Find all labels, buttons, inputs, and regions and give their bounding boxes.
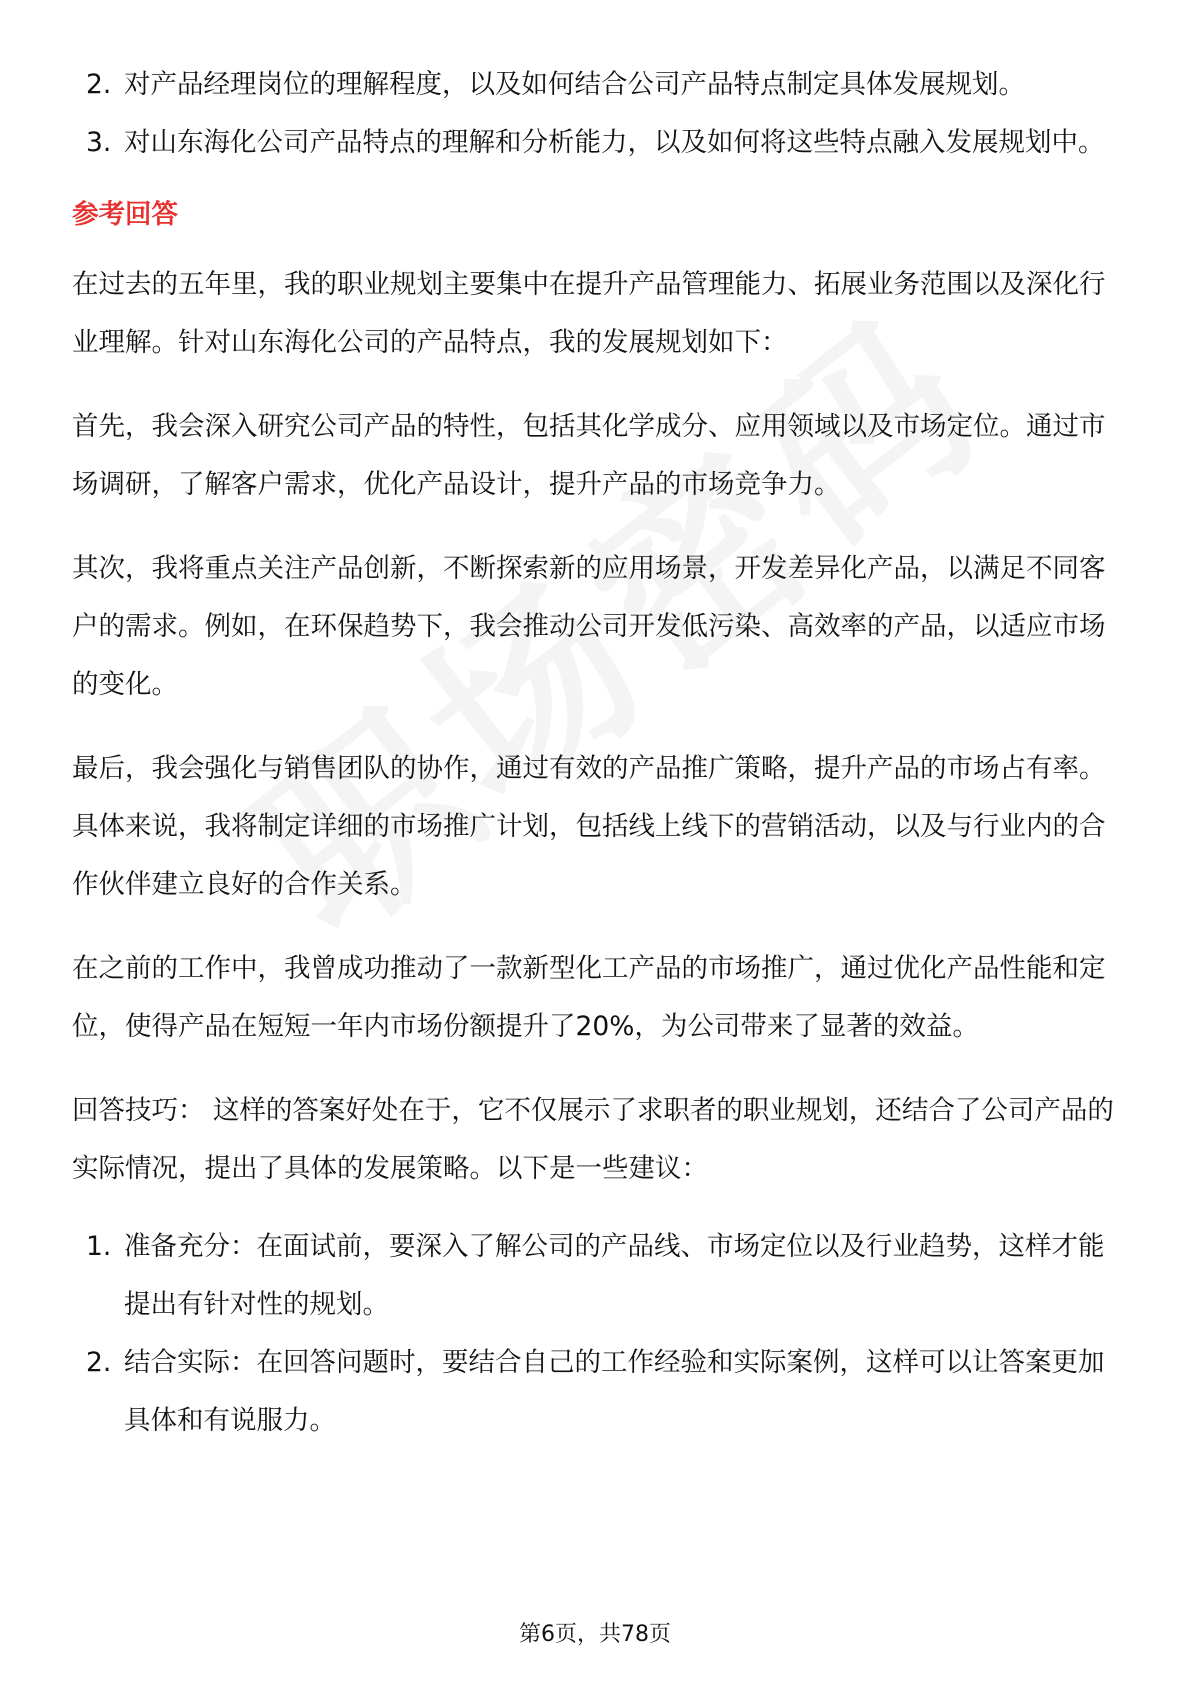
list-item-number: 3. [86,127,112,158]
list-item [72,1218,1120,1334]
section-heading: 参考回答 [72,199,178,230]
page-number-footer: 第6页，共78页 [519,1622,671,1647]
list-item-number: 1. [86,1231,112,1262]
list-item-number: 2. [86,1347,112,1378]
list-item-number: 2. [86,69,112,100]
list-item-text: 对产品经理岗位的理解程度，以及如何结合公司产品特点制定具体发展规划。 [124,69,1025,100]
paragraph: 最后，我会强化与销售团队的协作，通过有效的产品推广策略，提升产品的市场占有率。具体来说，我将制定详细的市场推广计划，包括线上线下的营销活动，以及与行业内的合作伙伴建立良好的合作关系。 [72,753,1106,900]
paragraph: 其次，我将重点关注产品创新，不断探索新的应用场景，开发差异化产品，以满足不同客户的需求。例如，在环保趋势下，我会推动公司开发低污染、高效率的产品，以适应市场的变化。 [72,553,1106,700]
advice-list [72,1218,1120,1450]
list-item-text: 对山东海化公司产品特点的理解和分析能力，以及如何将这些特点融入发展规划中。 [124,127,1105,158]
list-item-text: 准备充分：在面试前，要深入了解公司的产品线、市场定位以及行业趋势，这样才能提出有针对性的规划。 [124,1231,1105,1320]
paragraph: 在过去的五年里，我的职业规划主要集中在提升产品管理能力、拓展业务范围以及深化行业理解。针对山东海化公司的产品特点，我的发展规划如下： [72,269,1106,358]
page-content [72,56,1120,1450]
paragraph: 回答技巧： 这样的答案好处在于，它不仅展示了求职者的职业规划，还结合了公司产品的实际情况，提出了具体的发展策略。以下是一些建议： [72,1095,1114,1184]
list-item [72,1334,1120,1450]
paragraph: 在之前的工作中，我曾成功推动了一款新型化工产品的市场推广，通过优化产品性能和定位，使得产品在短短一年内市场份额提升了20%，为公司带来了显著的效益。 [72,953,1106,1042]
paragraph: 首先，我会深入研究公司产品的特性，包括其化学成分、应用领域以及市场定位。通过市场调研，了解客户需求，优化产品设计，提升产品的市场竞争力。 [72,411,1106,500]
evaluation-points-list [72,56,1120,172]
list-item [72,56,1120,114]
list-item [72,114,1120,172]
list-item-text: 结合实际：在回答问题时，要结合自己的工作经验和实际案例，这样可以让答案更加具体和有说服力。 [124,1347,1105,1436]
